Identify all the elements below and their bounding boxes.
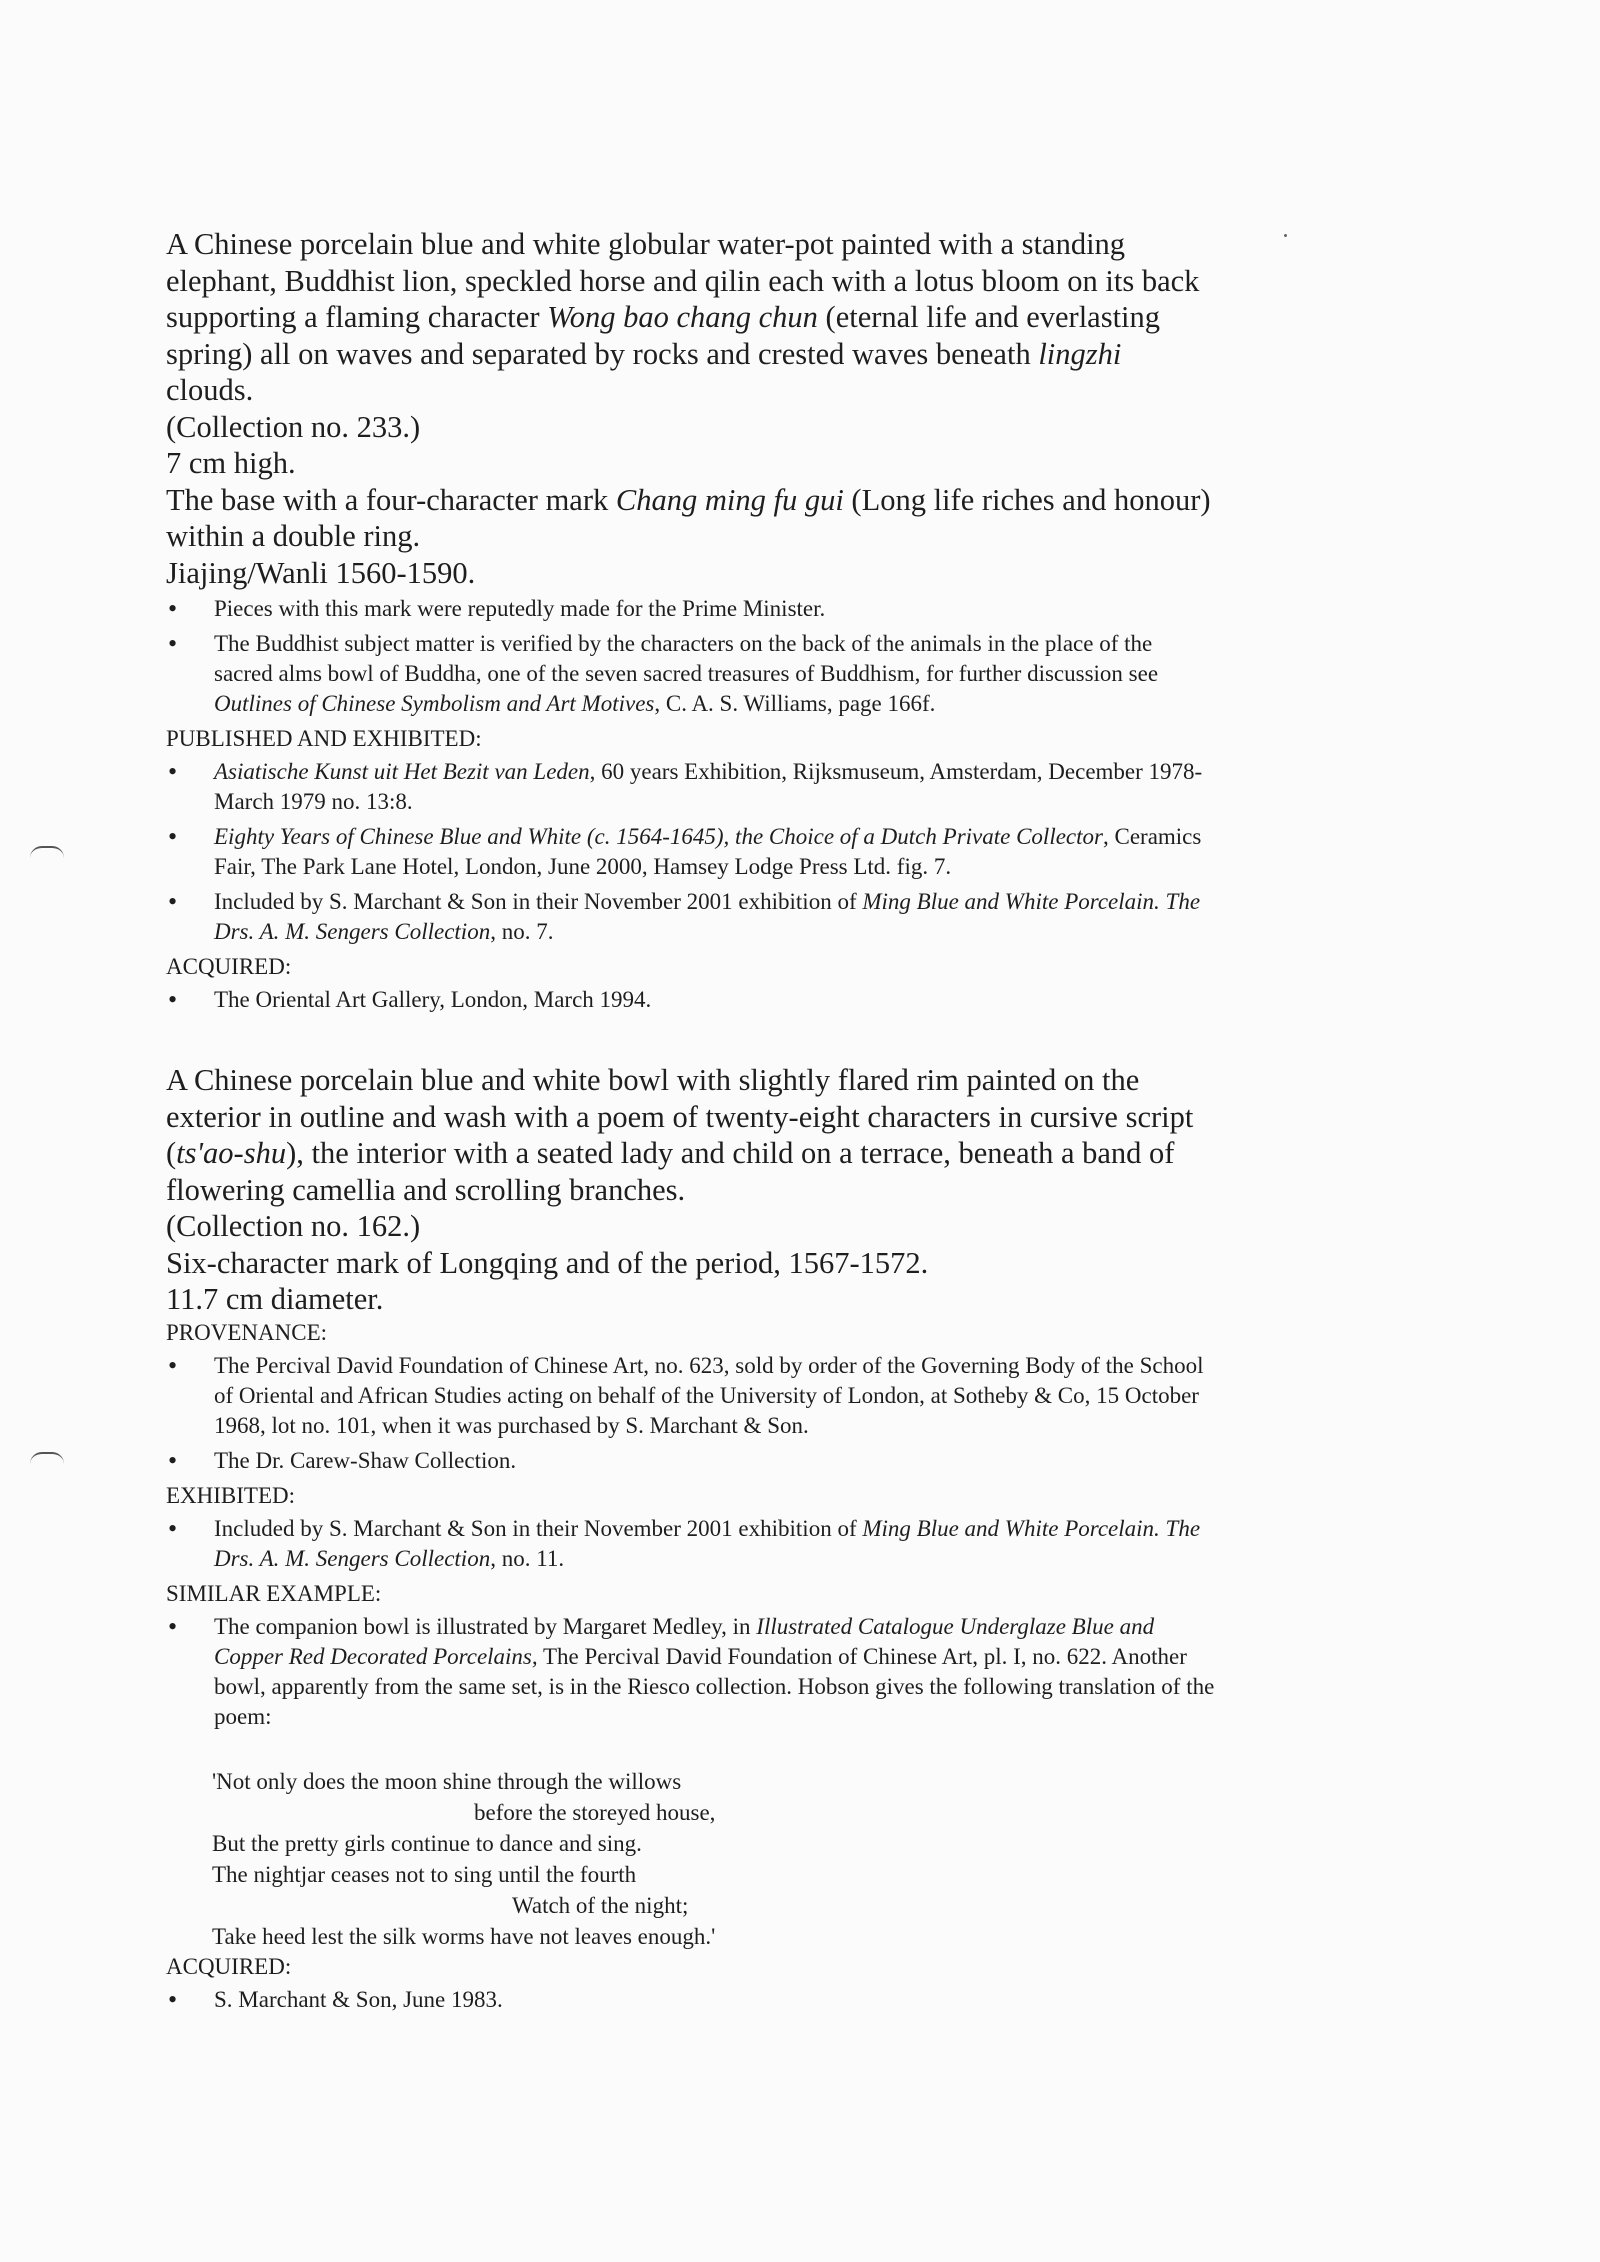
item-height: 7 cm high. (166, 446, 296, 480)
text-segment: , no. 7. (490, 919, 554, 944)
poem-line: Watch of the night; (512, 1892, 689, 1918)
provenance-list (166, 1351, 1216, 1476)
text-segment: , C. A. S. Williams, page 166f. (654, 691, 936, 716)
acquired-list (166, 985, 1216, 1015)
italic-text: Chang ming fu gui (615, 482, 844, 517)
poem-translation (212, 1766, 1216, 1952)
poem-line: Take heed lest the silk worms have not leaves enough.' (212, 1923, 716, 1949)
text-segment: Pieces with this mark were reputedly made for the Prime Minister. (214, 596, 826, 621)
text-segment: S. Marchant & Son, June 1983. (214, 1986, 503, 2012)
bullet-item (166, 1985, 1216, 2015)
text-segment: Included by S. Marchant & Son in their November 2001 exhibition of (214, 889, 863, 914)
text-segment: The Percival David Foundation of Chinese Art, no. 623, sold by order of the Governing Body of the School of Oriental and African Studies acting on behalf of the University of London, at Sotheby & Co, 15 October 1968, lot no. 101, when it was purchased by S. Marchant & Son. (214, 1352, 1204, 1438)
text-segment: The base with a four-character mark (166, 482, 616, 517)
bullet-item (166, 1612, 1216, 1732)
italic-text: ts'ao-shu (176, 1136, 287, 1170)
section-label-exhibited: EXHIBITED: (166, 1482, 296, 1508)
item-period: Jiajing/Wanli 1560-1590. (166, 555, 476, 590)
section-label-acquired: ACQUIRED: (166, 954, 292, 979)
text-segment: , Ceramics Fair, The Park Lane Hotel, London, June 2000, Hamsey Lodge Press Ltd. fig. 7. (214, 824, 1202, 879)
italic-text: Wong bao chang chun (547, 300, 818, 334)
text-segment: A Chinese porcelain blue and white globular water-pot painted with a standing elephant, Buddhist lion, speckled horse and qilin each with a lotus bloom on its back supporting a flaming character (166, 227, 1200, 334)
bullet-item (166, 757, 1216, 817)
italic-text: lingzhi (1038, 336, 1122, 371)
poem-line: But the pretty girls continue to dance and sing. (212, 1830, 642, 1856)
text-segment: (Long life riches and honour) within a double ring. (166, 482, 1211, 553)
section-label-similar: SIMILAR EXAMPLE: (166, 1580, 382, 1606)
poem-line: before the storeyed house, (474, 1799, 716, 1825)
catalogue-entry-water-pot (166, 226, 1216, 1015)
section-label-published: PUBLISHED AND EXHIBITED: (166, 726, 482, 751)
published-list (166, 757, 1216, 947)
text-segment: , no. 11. (490, 1545, 565, 1571)
bullet-item (166, 629, 1216, 719)
bullet-item (166, 985, 1216, 1015)
punch-hole-mark (30, 1452, 64, 1464)
italic-text: Asiatische Kunst uit Het Bezit van Leden (214, 759, 590, 784)
bullet-item (166, 822, 1216, 882)
collection-number: (Collection no. 162.) (166, 1209, 421, 1243)
text-segment: The Buddhist subject matter is verified by the characters on the back of the animals in the place of the sacred alms bowl of Buddha, one of the seven sacred treasures of Buddhism, for further discussion see (214, 631, 1159, 686)
similar-list (166, 1612, 1216, 1732)
item-description (166, 1062, 1216, 1208)
exhibited-list (166, 1514, 1216, 1574)
bullet-item (166, 887, 1216, 947)
italic-text: Outlines of Chinese Symbolism and Art Motives (214, 691, 655, 716)
italic-text: Ming Blue and White Porcelain. The Drs. A. M. Sengers Collection (214, 889, 1201, 944)
catalogue-entry-bowl (166, 1062, 1216, 2015)
italic-text: Eighty Years of Chinese Blue and White (c. 1564-1645), the Choice of a Dutch Private Collector (214, 824, 1103, 849)
item-size: 11.7 cm diameter. (166, 1282, 384, 1316)
text-segment: The Oriental Art Gallery, London, March 1994. (214, 987, 652, 1012)
poem-line: The nightjar ceases not to sing until the fourth (212, 1861, 637, 1887)
scan-speck (1284, 234, 1287, 237)
italic-text: Illustrated Catalogue Underglaze Blue and Copper Red Decorated Porcelains, (214, 1613, 1155, 1669)
text-segment: The companion bowl is illustrated by Margaret Medley, in (214, 1613, 757, 1639)
poem-line: 'Not only does the moon shine through the willows (212, 1768, 682, 1794)
bullet-item (166, 1351, 1216, 1441)
punch-hole-mark (30, 846, 64, 858)
text-segment: The Percival David Foundation of Chinese Art, pl. I, no. 622. Another bowl, apparently from the same set, is in the Riesco collection. Hobson gives the following translation of the poem: (214, 1643, 1215, 1729)
item-mark: Six-character mark of Longqing and of the period, 1567-1572. (166, 1245, 929, 1280)
text-segment: clouds. (166, 373, 254, 407)
acquired-list (166, 1985, 1216, 2015)
collection-number: (Collection no. 233.) (166, 409, 421, 444)
text-segment: The Dr. Carew-Shaw Collection. (214, 1447, 517, 1473)
text-segment: ), the interior with a seated lady and child on a terrace, beneath a band of flowering camellia and scrolling branches. (166, 1136, 1175, 1207)
italic-text: Ming Blue and White Porcelain. The Drs. A. M. Sengers Collection (214, 1515, 1201, 1571)
section-label-provenance: PROVENANCE: (166, 1319, 328, 1345)
section-label-acquired: ACQUIRED: (166, 1953, 292, 1979)
text-segment: , 60 years Exhibition, Rijksmuseum, Amsterdam, December 1978-March 1979 no. 13:8. (214, 759, 1203, 814)
bullet-item (166, 1446, 1216, 1476)
text-segment: A Chinese porcelain blue and white bowl with slightly flared rim painted on the exterior in outline and wash with a poem of twenty-eight characters in cursive script ( (166, 1063, 1194, 1170)
entry-separator (166, 1020, 1216, 1062)
notes-list (166, 594, 1216, 719)
bullet-item (166, 1514, 1216, 1574)
bullet-item (166, 594, 1216, 624)
text-segment: Included by S. Marchant & Son in their November 2001 exhibition of (214, 1515, 863, 1541)
item-description (166, 226, 1216, 409)
catalogue-page (166, 226, 1216, 2020)
item-mark (166, 482, 1216, 555)
text-segment: (eternal life and everlasting spring) all on waves and separated by rocks and crested waves beneath (166, 300, 1161, 371)
